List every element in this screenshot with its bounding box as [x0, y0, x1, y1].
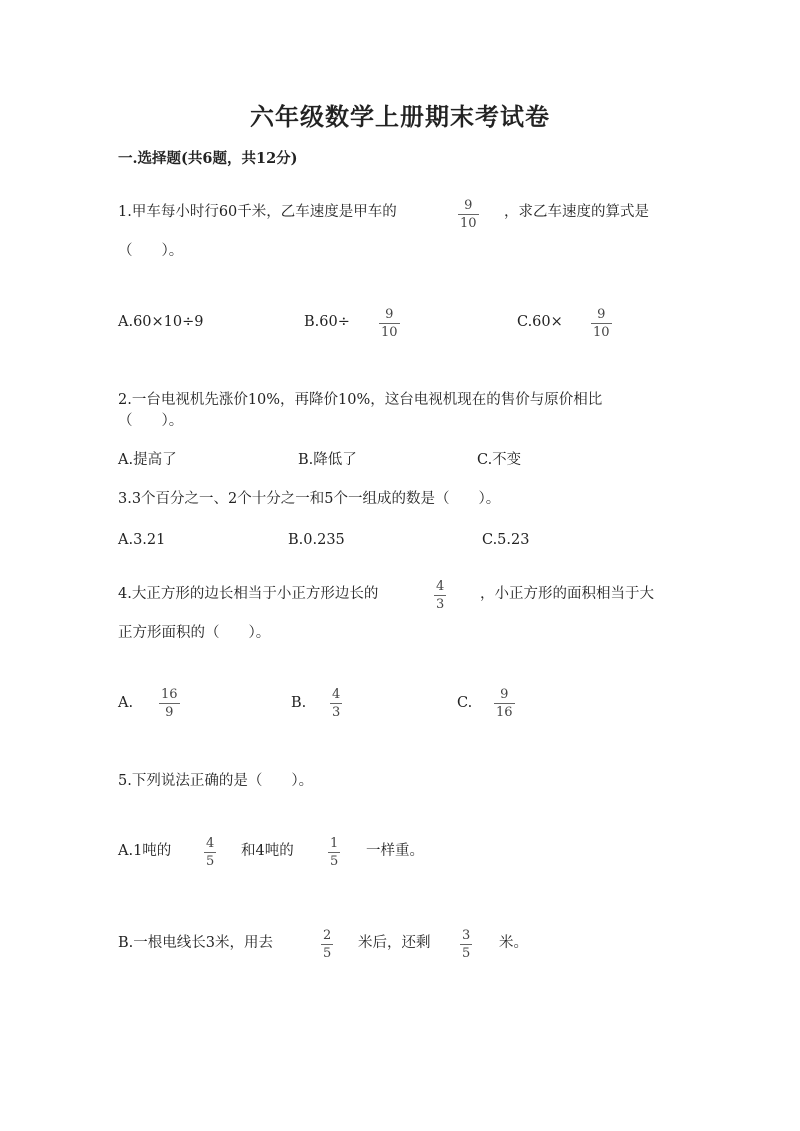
- fraction-numerator: 4: [436, 579, 445, 594]
- question-4-option-c-fraction: [494, 687, 515, 720]
- fraction-bar: [591, 323, 612, 324]
- question-4-option-a[interactable]: A.: [118, 695, 134, 711]
- fraction-denominator: 3: [332, 705, 341, 720]
- fraction-denominator: 10: [460, 216, 477, 231]
- fraction-bar: [321, 944, 333, 945]
- question-1-option-b-fraction: [379, 307, 400, 340]
- fraction-bar: [159, 703, 180, 704]
- question-5-option-a[interactable]: A.1吨的: [118, 843, 172, 859]
- fraction-numerator: 9: [464, 198, 473, 213]
- question-1-option-b[interactable]: B.60÷: [304, 314, 350, 330]
- question-1-fraction: [458, 198, 479, 231]
- fraction-denominator: 5: [462, 946, 471, 961]
- question-2-blank: （ ）。: [118, 413, 184, 429]
- question-4-text-line2: 正方形面积的（ ）。: [118, 625, 271, 641]
- question-2-option-a[interactable]: A.提高了: [118, 452, 177, 468]
- fraction-numerator: 9: [500, 687, 509, 702]
- question-4-option-c[interactable]: C.: [457, 695, 473, 711]
- question-5-option-b-fraction-1: [321, 928, 333, 961]
- fraction-denominator: 16: [496, 705, 513, 720]
- fraction-denominator: 5: [323, 946, 332, 961]
- question-1-blank: （ ）。: [118, 243, 184, 259]
- question-5-option-b-end: 米。: [499, 935, 528, 951]
- fraction-bar: [330, 703, 342, 704]
- question-5-option-b-text: 米后，还剩: [358, 935, 431, 951]
- section-heading: 一.选择题(共6题，共12分): [118, 150, 298, 167]
- fraction-denominator: 10: [381, 325, 398, 340]
- question-4-option-b[interactable]: B.: [291, 695, 307, 711]
- fraction-denominator: 5: [206, 854, 215, 869]
- question-5-option-a-fraction-2: [328, 836, 340, 869]
- fraction-denominator: 5: [330, 854, 339, 869]
- question-4-text-cont: ，小正方形的面积相当于大: [480, 586, 654, 602]
- fraction-numerator: 1: [330, 836, 339, 851]
- question-5-option-a-end: 一样重。: [366, 843, 424, 859]
- fraction-denominator: 10: [593, 325, 610, 340]
- fraction-bar: [204, 852, 216, 853]
- question-2-text: 2.一台电视机先涨价10%，再降价10%，这台电视机现在的售价与原价相比: [118, 392, 603, 408]
- question-1-text-cont: ，求乙车速度的算式是: [504, 204, 649, 220]
- fraction-numerator: 4: [332, 687, 341, 702]
- fraction-bar: [434, 595, 446, 596]
- question-2-option-b[interactable]: B.降低了: [298, 452, 357, 468]
- question-5-text: 5.下列说法正确的是（ ）。: [118, 773, 314, 789]
- question-4-option-a-fraction: [159, 687, 180, 720]
- question-5-option-a-fraction-1: [204, 836, 216, 869]
- fraction-bar: [328, 852, 340, 853]
- fraction-bar: [494, 703, 515, 704]
- fraction-numerator: 16: [161, 687, 178, 702]
- question-5-option-b[interactable]: B.一根电线长3米，用去: [118, 935, 273, 951]
- question-3-option-c[interactable]: C.5.23: [482, 532, 530, 548]
- question-3-text: 3.3个百分之一、2个十分之一和5个一组成的数是（ ）。: [118, 491, 501, 507]
- question-4-fraction: [434, 579, 446, 612]
- question-3-option-a[interactable]: A.3.21: [118, 532, 166, 548]
- question-1-option-c[interactable]: C.60×: [517, 314, 563, 330]
- fraction-bar: [379, 323, 400, 324]
- question-4-option-b-fraction: [330, 687, 342, 720]
- fraction-numerator: 3: [462, 928, 471, 943]
- question-1-text: 1.甲车每小时行60千米，乙车速度是甲车的: [118, 204, 397, 220]
- question-1-option-c-fraction: [591, 307, 612, 340]
- fraction-denominator: 3: [436, 597, 445, 612]
- question-4-text: 4.大正方形的边长相当于小正方形边长的: [118, 586, 379, 602]
- fraction-bar: [458, 214, 479, 215]
- fraction-numerator: 9: [597, 307, 606, 322]
- question-3-option-b[interactable]: B.0.235: [288, 532, 345, 548]
- fraction-numerator: 9: [385, 307, 394, 322]
- question-1-option-a[interactable]: A.60×10÷9: [118, 314, 204, 330]
- question-5-option-a-text: 和4吨的: [241, 843, 294, 859]
- fraction-denominator: 9: [165, 705, 174, 720]
- page-title: 六年级数学上册期末考试卷: [250, 102, 550, 131]
- fraction-numerator: 2: [323, 928, 332, 943]
- question-2-option-c[interactable]: C.不变: [477, 452, 522, 468]
- fraction-bar: [460, 944, 472, 945]
- fraction-numerator: 4: [206, 836, 215, 851]
- question-5-option-b-fraction-2: [460, 928, 472, 961]
